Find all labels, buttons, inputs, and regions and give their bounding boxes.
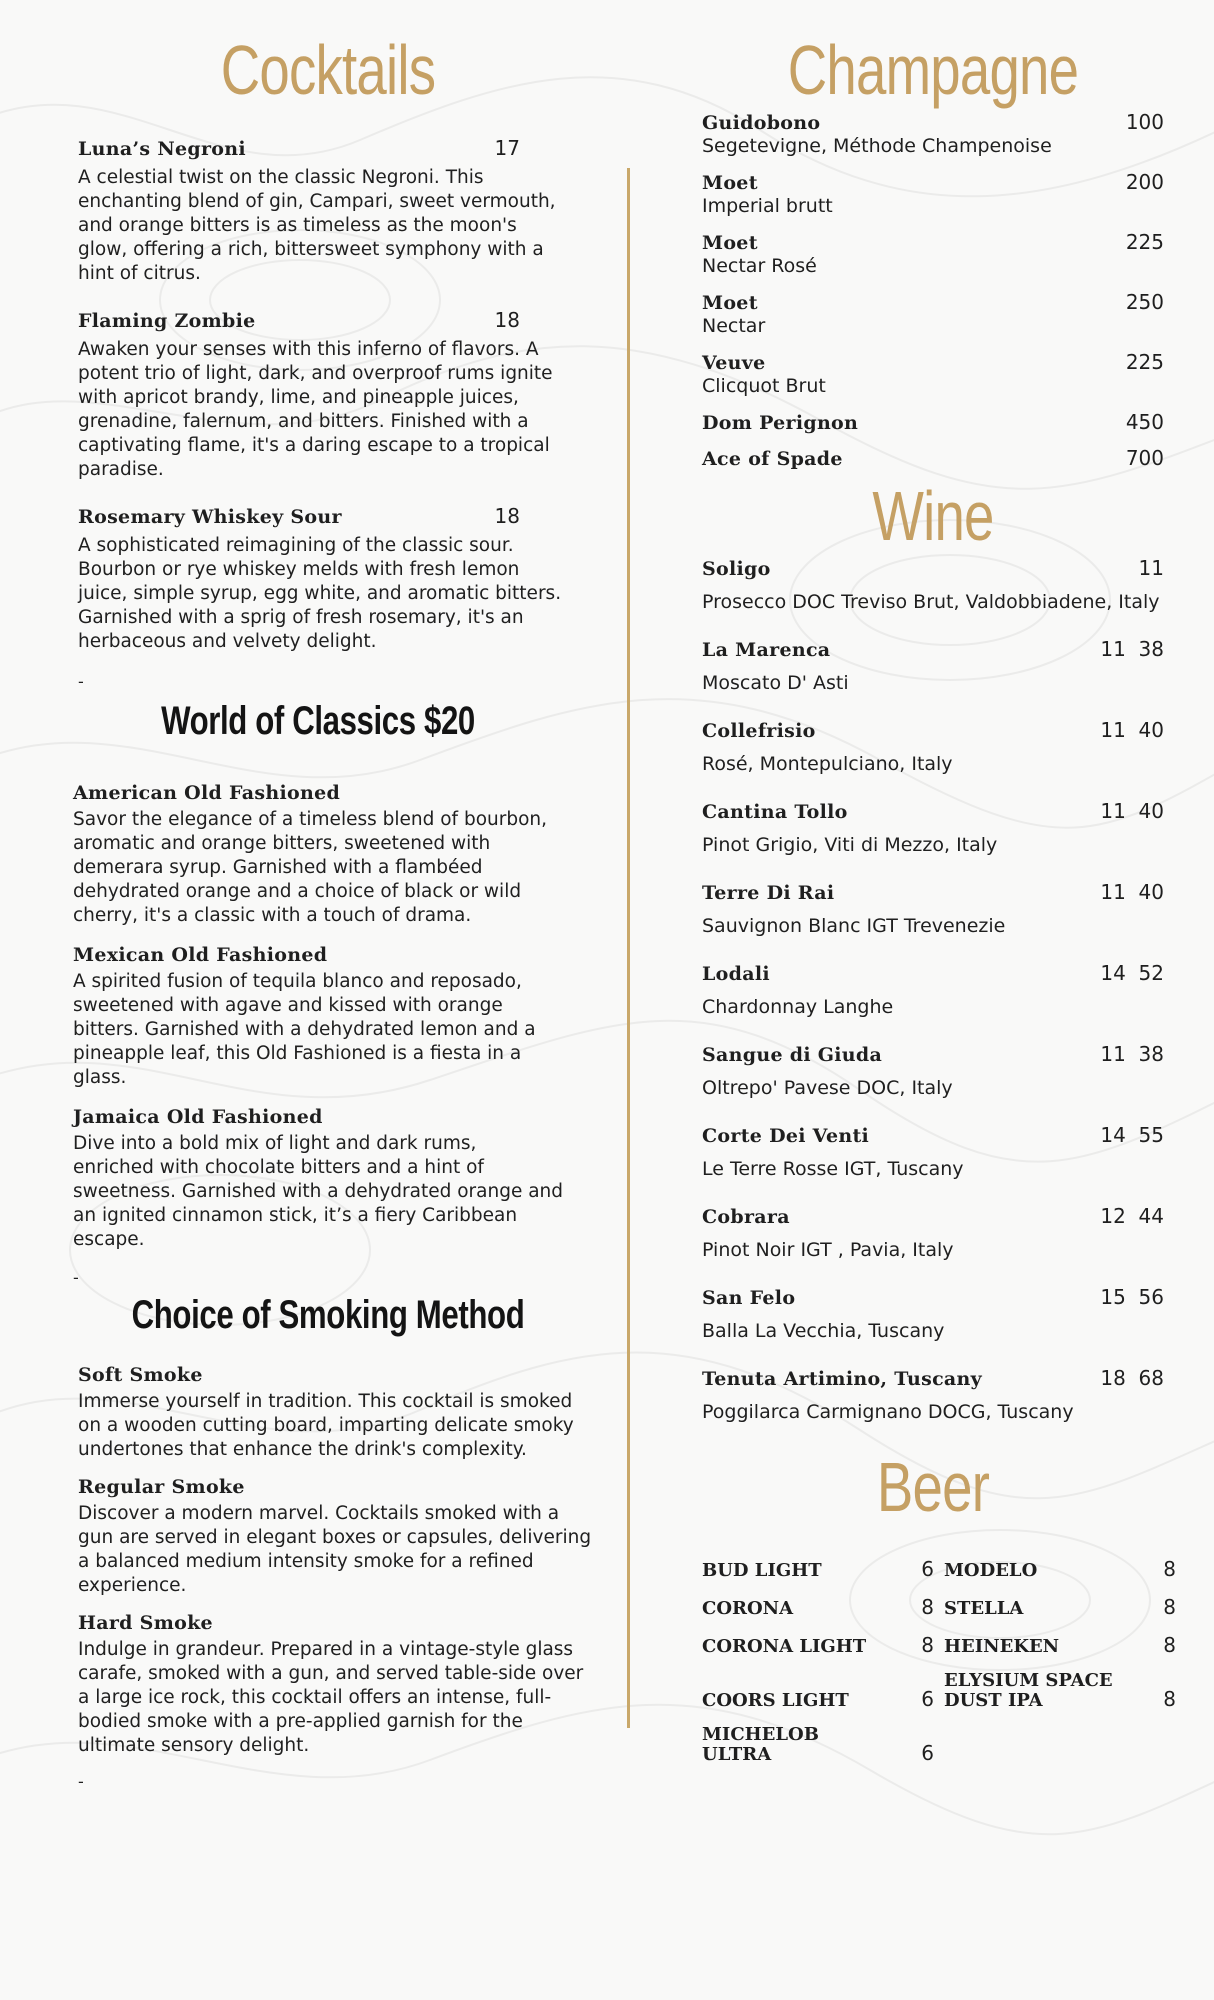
- wine-item: [702, 1204, 1164, 1263]
- champagne-item: [702, 170, 1164, 218]
- beer-name: CORONA: [702, 1598, 794, 1619]
- wine-subtitle: Moscato D' Asti: [702, 672, 849, 694]
- champagne-list: [702, 110, 1164, 470]
- wine-price: 11 38: [1100, 1042, 1164, 1066]
- wine-price: 11 40: [1100, 880, 1164, 904]
- wine-subtitle: Sauvignon Blanc IGT Trevenezie: [702, 915, 1006, 937]
- wine-price: 14 55: [1100, 1123, 1164, 1147]
- beer-name: HEINEKEN: [944, 1636, 1060, 1657]
- wine-price: 11 38: [1100, 637, 1164, 661]
- beer-item: [702, 1595, 934, 1619]
- section-dash: -: [78, 1772, 84, 1791]
- beer-list: [702, 1557, 1176, 1765]
- wine-name: La Marenca: [702, 639, 831, 661]
- wine-price: 11 40: [1100, 718, 1164, 742]
- wine-item: [702, 799, 1164, 858]
- classic-name: American Old Fashioned: [73, 782, 341, 804]
- cocktail-description: A sophisticated reimagining of the classic sour. Bourbon or rye whiskey melds with fresh lemon juice, simple syrup, egg white, and aromatic bitters. Garnished with a sprig of fresh rosemary, it's an herbaceous and velvety delight.: [78, 535, 562, 652]
- wine-subtitle: Pinot Grigio, Viti di Mezzo, Italy: [702, 834, 998, 856]
- cocktail-item: [78, 136, 598, 286]
- cocktail-item: [78, 308, 598, 482]
- beer-price: 8: [1163, 1557, 1176, 1581]
- beer-price: 6: [921, 1741, 934, 1765]
- wine-name: San Felo: [702, 1287, 796, 1309]
- beer-item: [702, 1633, 934, 1657]
- right-column: [702, 30, 1176, 1765]
- wine-item: [702, 718, 1164, 777]
- wine-subtitle: Rosé, Montepulciano, Italy: [702, 753, 953, 775]
- beer-title: Beer: [876, 1448, 990, 1526]
- wine-subtitle: Oltrepo' Pavese DOC, Italy: [702, 1077, 953, 1099]
- champagne-name: Moet: [702, 292, 758, 314]
- classic-item: [73, 944, 598, 1090]
- wine-name: Soligo: [702, 558, 771, 580]
- champagne-price: 225: [1125, 230, 1164, 254]
- champagne-name: Dom Perignon: [702, 412, 859, 434]
- classic-name: Jamaica Old Fashioned: [73, 1106, 323, 1128]
- beer-item: [702, 1671, 934, 1711]
- classic-item: [73, 782, 598, 928]
- wine-name: Lodali: [702, 963, 770, 985]
- wine-name: Collefrisio: [702, 720, 816, 742]
- beer-price: 8: [921, 1595, 934, 1619]
- beer-name: MICHELOB ULTRA: [702, 1724, 819, 1765]
- champagne-subtitle: Nectar: [702, 315, 766, 337]
- beer-name: BUD LIGHT: [702, 1560, 822, 1581]
- beer-name: COORS LIGHT: [702, 1690, 849, 1711]
- beer-price: 8: [1163, 1595, 1176, 1619]
- beer-item: [944, 1633, 1176, 1657]
- champagne-subtitle: Clicquot Brut: [702, 375, 826, 397]
- wine-price: 18 68: [1100, 1366, 1164, 1390]
- smoking-title: Choice of Smoking Method: [131, 1293, 525, 1337]
- wine-subtitle: Prosecco DOC Treviso Brut, Valdobbiadene, Italy: [702, 591, 1160, 613]
- champagne-name: Guidobono: [702, 112, 821, 134]
- wine-item: [702, 961, 1164, 1020]
- cocktail-name: Flaming Zombie: [78, 310, 256, 332]
- smoking-method-description: Immerse yourself in tradition. This cocktail is smoked on a wooden cutting board, imparting delicate smoky undertones that enhance the drink's complexity.: [78, 1391, 574, 1460]
- smoking-list: [78, 1364, 598, 1791]
- champagne-price: 100: [1125, 110, 1164, 134]
- wine-title: Wine: [872, 477, 994, 555]
- smoking-method-name: Soft Smoke: [78, 1364, 203, 1386]
- wine-item: [702, 1123, 1164, 1182]
- wine-name: Corte Dei Venti: [702, 1125, 870, 1147]
- wine-price: 14 52: [1100, 961, 1164, 985]
- smoking-method-name: Hard Smoke: [78, 1612, 213, 1634]
- champagne-name: Moet: [702, 232, 758, 254]
- beer-price: 8: [1163, 1633, 1176, 1657]
- cocktail-description: A celestial twist on the classic Negroni. This enchanting blend of gin, Campari, sweet vermouth, and orange bitters is as timeless as the moon's glow, offering a rich, bittersweet symphony with a hint of citrus.: [78, 167, 556, 284]
- wine-subtitle: Balla La Vecchia, Tuscany: [702, 1320, 945, 1342]
- cocktails-title: Cocktails: [220, 31, 436, 109]
- classic-description: A spirited fusion of tequila blanco and reposado, sweetened with agave and kissed with orange bitters. Garnished with a dehydrated lemon and a pineapple leaf, this Old Fashioned is a fiesta in a glass.: [73, 971, 536, 1088]
- section-dash: -: [78, 672, 84, 691]
- wine-subtitle: Le Terre Rosse IGT, Tuscany: [702, 1158, 964, 1180]
- beer-name: ELYSIUM SPACE DUST IPA: [944, 1670, 1113, 1711]
- cocktail-price: 17: [494, 136, 520, 160]
- smoking-method-name: Regular Smoke: [78, 1476, 245, 1498]
- champagne-subtitle: Nectar Rosé: [702, 255, 817, 277]
- cocktail-name: Luna’s Negroni: [78, 138, 246, 160]
- wine-price: 11: [1138, 556, 1164, 580]
- beer-name: MODELO: [944, 1560, 1038, 1581]
- wine-price: 12 44: [1100, 1204, 1164, 1228]
- champagne-price: 200: [1125, 170, 1164, 194]
- champagne-item: [702, 410, 1164, 434]
- wine-item: [702, 1366, 1164, 1425]
- champagne-subtitle: Segetevigne, Méthode Champenoise: [702, 135, 1052, 157]
- wine-name: Cantina Tollo: [702, 801, 848, 823]
- champagne-item: [702, 290, 1164, 338]
- wine-price: 11 40: [1100, 799, 1164, 823]
- champagne-price: 450: [1125, 410, 1164, 434]
- classic-name: Mexican Old Fashioned: [73, 944, 328, 966]
- wine-name: Terre Di Rai: [702, 882, 835, 904]
- cocktail-price: 18: [494, 504, 520, 528]
- champagne-name: Moet: [702, 172, 758, 194]
- wine-item: [702, 1042, 1164, 1101]
- beer-price: 8: [921, 1633, 934, 1657]
- beer-name: STELLA: [944, 1598, 1024, 1619]
- beer-price: 8: [1163, 1687, 1176, 1711]
- wine-name: Sangue di Giuda: [702, 1044, 883, 1066]
- wine-subtitle: Poggilarca Carmignano DOCG, Tuscany: [702, 1401, 1074, 1423]
- beer-price: 6: [921, 1687, 934, 1711]
- beer-item: [944, 1671, 1176, 1711]
- wine-subtitle: Pinot Noir IGT , Pavia, Italy: [702, 1239, 954, 1261]
- left-column: [73, 30, 598, 1791]
- champagne-name: Ace of Spade: [702, 448, 843, 470]
- cocktail-name: Rosemary Whiskey Sour: [78, 506, 342, 528]
- classics-list: [73, 782, 598, 1287]
- beer-item: [944, 1595, 1176, 1619]
- wine-subtitle: Chardonnay Langhe: [702, 996, 894, 1018]
- wine-item: [702, 637, 1164, 696]
- classics-title: World of Classics $20: [161, 699, 475, 743]
- smoking-item: [78, 1476, 598, 1598]
- wine-item: [702, 556, 1164, 615]
- column-divider: [627, 168, 630, 1728]
- wine-name: Cobrara: [702, 1206, 790, 1228]
- champagne-item: [702, 110, 1164, 158]
- beer-price: 6: [921, 1557, 934, 1581]
- wine-item: [702, 880, 1164, 939]
- champagne-item: [702, 230, 1164, 278]
- smoking-method-description: Discover a modern marvel. Cocktails smoked with a gun are served in elegant boxes or capsules, delivering a balanced medium intensity smoke for a refined experience.: [78, 1503, 592, 1596]
- smoking-item: [78, 1364, 598, 1462]
- beer-item: [702, 1557, 934, 1581]
- wine-list: [702, 556, 1164, 1425]
- smoking-item: [78, 1612, 598, 1758]
- beer-item: [944, 1557, 1176, 1581]
- classic-description: Savor the elegance of a timeless blend of bourbon, aromatic and orange bitters, sweetened with demerara syrup. Garnished with a flambéed dehydrated orange and a choice of black or wild cherry, it's a classic with a touch of drama.: [73, 809, 548, 926]
- champagne-subtitle: Imperial brutt: [702, 195, 833, 217]
- wine-name: Tenuta Artimino, Tuscany: [702, 1368, 982, 1390]
- champagne-price: 225: [1125, 350, 1164, 374]
- champagne-title: Champagne: [787, 31, 1079, 109]
- champagne-item: [702, 446, 1164, 470]
- beer-item: [702, 1725, 934, 1765]
- champagne-name: Veuve: [702, 352, 766, 374]
- cocktail-item: [78, 504, 598, 654]
- beer-name: CORONA LIGHT: [702, 1636, 867, 1657]
- cocktail-price: 18: [494, 308, 520, 332]
- champagne-price: 700: [1125, 446, 1164, 470]
- wine-price: 15 56: [1100, 1285, 1164, 1309]
- cocktails-list: [78, 136, 598, 691]
- classic-item: [73, 1106, 598, 1252]
- classic-description: Dive into a bold mix of light and dark rums, enriched with chocolate bitters and a hint of sweetness. Garnished with a dehydrated orange and an ignited cinnamon stick, it’s a fiery Caribbean escape.: [73, 1133, 564, 1250]
- champagne-price: 250: [1125, 290, 1164, 314]
- section-dash: -: [73, 1268, 79, 1287]
- champagne-item: [702, 350, 1164, 398]
- wine-item: [702, 1285, 1164, 1344]
- smoking-method-description: Indulge in grandeur. Prepared in a vintage-style glass carafe, smoked with a gun, and served table-side over a large ice rock, this cocktail offers an intense, full-bodied smoke with a pre-applied garnish for the ultimate sensory delight.: [78, 1639, 584, 1756]
- cocktail-description: Awaken your senses with this inferno of flavors. A potent trio of light, dark, and overproof rums ignite with apricot brandy, lime, and pineapple juices, grenadine, falernum, and bitters. Finished with a captivating flame, it's a daring escape to a tropical paradise.: [78, 339, 553, 480]
